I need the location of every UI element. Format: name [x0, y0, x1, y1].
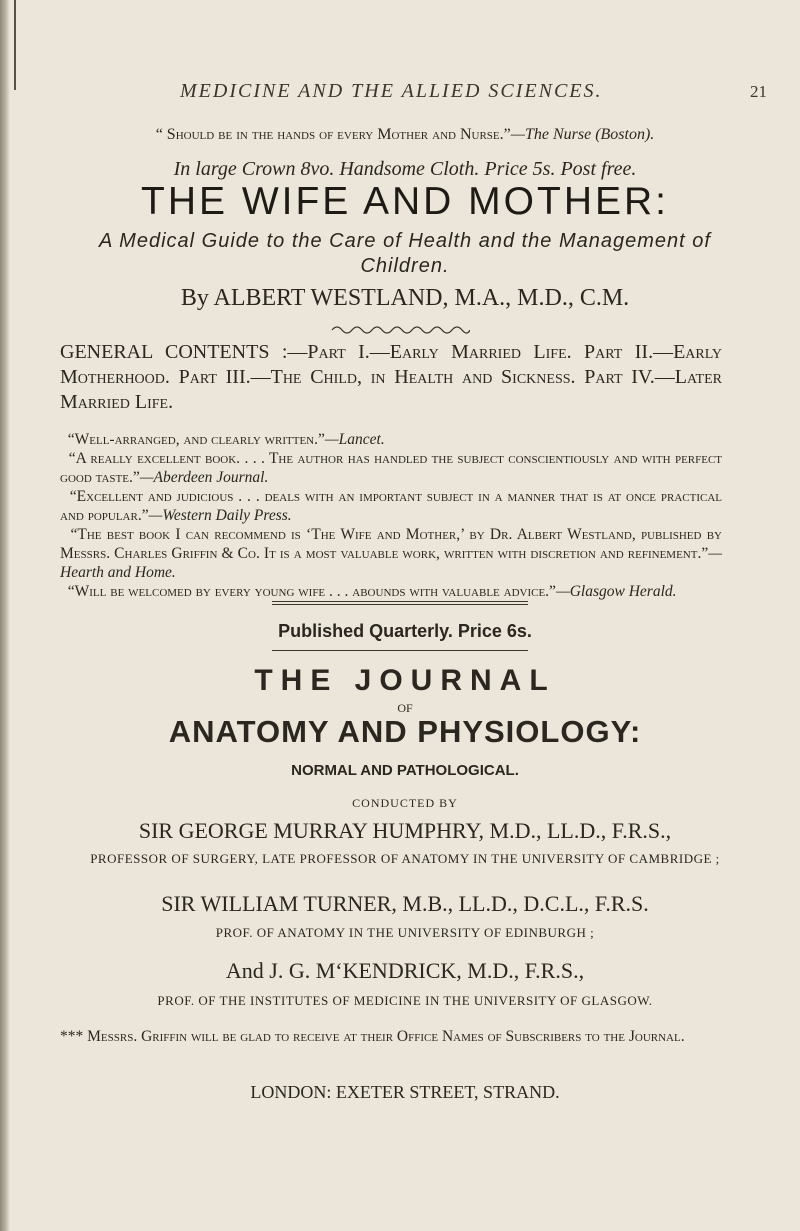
nurse-quote [60, 126, 750, 144]
review-text: “Excellent and judicious . . . deals with an important subject in a manner that is at once practical and popular.” [60, 488, 722, 524]
review-5 [60, 582, 722, 601]
editor-role: PROF. OF ANATOMY IN THE UNIVERSITY OF EDINBURGH ; [215, 925, 595, 940]
running-head-title: MEDICINE AND THE ALLIED SCIENCES. [180, 80, 603, 102]
review-source: —Aberdeen Journal. [139, 469, 269, 486]
journal-title: THE JOURNAL [254, 664, 556, 697]
review-source: —Western Daily Press. [148, 507, 292, 524]
nurse-quote-source: —The Nurse (Boston). [510, 126, 655, 143]
running-head [0, 80, 800, 110]
editor-name: And J. G. M‘KENDRICK, M.D., F.R.S., [225, 958, 585, 983]
review-2 [60, 449, 722, 487]
review-source: —Glasgow Herald. [555, 583, 677, 600]
nurse-quote-text: “ Should be in the hands of every Mother and Nurse.” [155, 126, 511, 143]
journal-subtitle: NORMAL AND PATHOLOGICAL. [291, 762, 519, 779]
section-rule [272, 601, 528, 602]
editor-name: SIR WILLIAM TURNER, M.B., LL.D., D.C.L., F.R.S. [161, 891, 649, 916]
published-quarterly: Published Quarterly. Price 6s. [278, 621, 532, 641]
edition-line: In large Crown 8vo. Handsome Cloth. Price 5s. Post free. [173, 158, 637, 180]
general-contents: GENERAL CONTENTS :—Part I.—Early Married Life. Part II.—Early Motherhood. Part III.—The Child, in Health and Sickness. Part IV.—Later Married Life. [60, 341, 722, 413]
ornamental-divider [330, 322, 470, 338]
journal-of: OF [397, 701, 413, 715]
publisher-address: LONDON: EXETER STREET, STRAND. [250, 1082, 560, 1102]
review-text: “A really excellent book. . . . The author has handled the subject conscientiously and with perfect good taste.” [60, 450, 723, 486]
conducted-by: CONDUCTED BY [352, 796, 458, 810]
section-rule [272, 604, 528, 605]
review-source: —Lancet. [324, 431, 385, 448]
journal-subject: ANATOMY AND PHYSIOLOGY: [168, 714, 642, 749]
editor-role: PROFESSOR OF SURGERY, LATE PROFESSOR OF ANATOMY IN THE UNIVERSITY OF CAMBRIDGE ; [90, 851, 720, 866]
review-text: “Well-arranged, and clearly written.” [67, 431, 325, 448]
review-text: “The best book I can recommend is ‘The Wife and Mother,’ by Dr. Albert Westland, published by Messrs. Charles Griffin & Co. It is a most valuable work, written with discretion and refinement.” [60, 526, 722, 562]
review-source: —Hearth and Home. [60, 545, 722, 581]
review-quotes [60, 430, 722, 601]
book-title: THE WIFE AND MOTHER: [141, 180, 669, 223]
review-3 [60, 487, 722, 525]
review-1 [60, 430, 722, 449]
page-number: 21 [750, 82, 767, 101]
book-subtitle: A Medical Guide to the Care of Health and the Management of Children. [99, 230, 711, 277]
review-4 [60, 525, 722, 582]
editor-name: SIR GEORGE MURRAY HUMPHRY, M.D., LL.D., F.R.S., [138, 818, 672, 843]
book-author: By ALBERT WESTLAND, M.A., M.D., C.M. [180, 285, 630, 311]
subscribers-note: *** Messrs. Griffin will be glad to receive at their Office Names of Subscribers to the Journal. [60, 1028, 685, 1045]
section-rule [272, 650, 528, 651]
editor-role: PROF. OF THE INSTITUTES OF MEDICINE IN THE UNIVERSITY OF GLASGOW. [157, 993, 653, 1008]
review-text: “Will be welcomed by every young wife . . . abounds with valuable advice.” [67, 583, 556, 600]
